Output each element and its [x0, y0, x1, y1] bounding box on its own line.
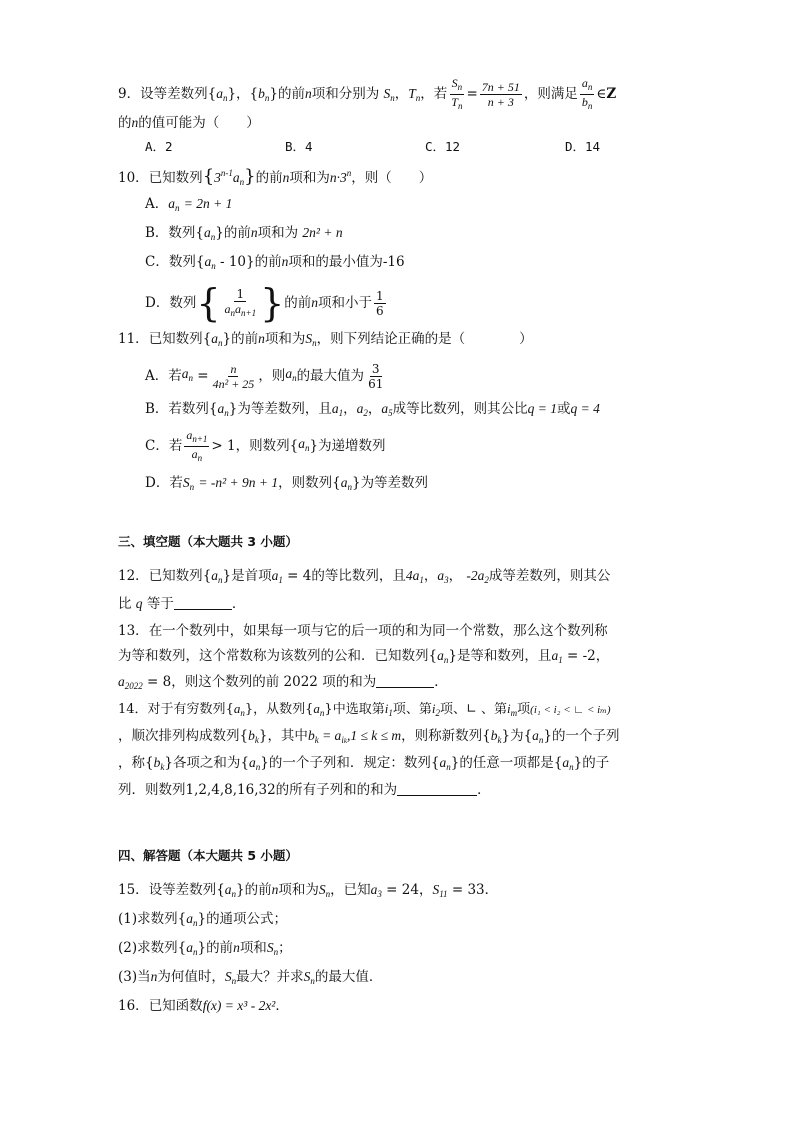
frac-den: 61 [368, 376, 384, 391]
text: ，已知 [330, 882, 371, 898]
math-seq-b: $\{b_n\}$ [249, 86, 278, 103]
frac-den: 6 [376, 303, 384, 318]
math-seq-a: $\{a_n\}$ [207, 86, 237, 103]
question-15-part-2: (2)求数列$\{a_n\}$的前n项和$S_n$； [118, 940, 292, 957]
math-S: $S_n$ [383, 86, 395, 103]
question-14-line-4 [118, 781, 491, 799]
text: 的一个子列 [552, 728, 620, 744]
math-expr: (i₁ < i₂ < ∟ < iₘ) [530, 704, 611, 716]
question-12-line-1: 12．已知数列$\{a_n\}$是首项$a_1 = 4$的等比数列，且$4a_1$，$a_3$， $-2a_2$成等差数列，则其公 [118, 568, 611, 585]
math-expr: ,1 ≤ k ≤ m [346, 728, 402, 743]
text: 的最大值为 [296, 368, 365, 384]
question-number: 10． [118, 170, 149, 186]
text: 为递增数列 [318, 438, 386, 454]
text: 项和为 [257, 225, 299, 241]
option-c[interactable]: C．12 [425, 139, 461, 154]
option-label: D．数列 [145, 295, 197, 311]
question-9-line-2 [118, 114, 260, 132]
math-expr: = 24 [386, 882, 419, 898]
text: ； [278, 940, 292, 956]
question-14-line-3: ，称$\{b_k\}$各项之和为$\{a_n\}$的一个子列和．规定：数列$\{a_n\}$的任意一项都是$\{a_n\}$的子 [118, 755, 610, 772]
text: 设等差数列 [148, 882, 217, 898]
text: 的等比数列，且 [311, 568, 406, 584]
frac-den: 4n² + 25 [212, 376, 255, 391]
text: 已知数列 [148, 568, 203, 584]
text: (1)求数列 [118, 911, 178, 927]
text: 列．则数列 [118, 782, 186, 798]
fraction-a-over-b: $\frac{a_n}{b_n}$ [581, 76, 593, 111]
fraction-ratio: $\frac{a_{n+1}}{a_n}$ [186, 427, 208, 463]
text: ，则满足 [523, 86, 578, 102]
question-15-part-1: (1)求数列$\{a_n\}$的通项公式； [118, 911, 288, 928]
math-value: -16 [382, 254, 405, 270]
text: 成等差数列，则其公 [488, 568, 611, 584]
question-number: 15． [118, 882, 149, 898]
text: ，称 [118, 755, 145, 771]
text: (3)当 [118, 969, 151, 985]
text: ， [595, 648, 610, 664]
text: = [197, 368, 209, 384]
text: ， [343, 401, 357, 417]
option-label: A．若 [145, 368, 182, 384]
answer-blank[interactable] [397, 781, 477, 796]
text: ，其中 [267, 728, 308, 744]
math-expr: q = 1 [527, 401, 557, 416]
question-number: 9． [118, 86, 141, 102]
question-13-line-2: 为等和数列，这个常数称为该数列的公和．已知数列$\{a_n\}$是等和数列，且$a_1 = -2$， [118, 648, 610, 665]
text: 的任意一项都是 [459, 755, 554, 771]
text: ，从数列 [253, 702, 306, 717]
question-15-line-1: 15．设等差数列$\{a_n\}$的前n项和为$S_n$，已知$a_3 = 24$，$S_{11} = 33$． [118, 882, 499, 899]
question-11-line-1: 11．已知数列$\{a_n\}$的前n项和为$S_n$，则下列结论正确的是（ ） [118, 331, 533, 348]
text: 的子 [582, 755, 610, 771]
text: 的通项公式； [206, 911, 288, 927]
question-10-option-b[interactable]: B．数列$\{a_n\}$的前n项和为 2n² + n [145, 225, 343, 242]
math-expr: = 4 [287, 568, 312, 584]
math-n: n [304, 86, 312, 101]
text: 为 [510, 728, 524, 744]
text: 的前 [206, 940, 234, 956]
question-16-line-1 [118, 997, 289, 1015]
math-expr: > 1 [211, 438, 236, 454]
question-9-line-1: 9．设等差数列$\{a_n\}$，$\{b_n\}$的前n项和分别为 $S_n$，$T_n$，若 $\frac{S_n}{T_n}$ = $\frac{7n + 51}{n + 3}$ ，则满足 $\frac{a_n}{b_n}$ ∈Z [118, 76, 617, 111]
text: ， [423, 568, 438, 584]
question-number: 11． [118, 331, 149, 347]
text: 的前 [284, 295, 312, 311]
frac-num: 1 [376, 288, 384, 303]
text: 比 [118, 596, 132, 612]
text: 项和小于 [318, 295, 373, 311]
text: ，则（ ） [351, 170, 433, 186]
answer-blank[interactable] [174, 595, 232, 610]
text: ． [275, 998, 289, 1014]
text: 项 [517, 702, 531, 717]
text: 设等差数列 [140, 86, 208, 102]
text: 的一个子列和．规定：数列 [268, 755, 431, 771]
question-11-option-c[interactable]: C．若 $\frac{a_{n+1}}{a_n}$ > 1 ，则数列 { $a_n$ } 为递增数列 [145, 427, 386, 463]
text: 的前 [223, 225, 251, 241]
text: ∈ [596, 86, 607, 102]
text: ， [367, 401, 382, 417]
fraction-n-over [211, 362, 257, 391]
question-14-line-1: 14．对于有穷数列$\{a_n\}$，从数列$\{a_n\}$中选取第$i_1$项、第$i_2$项、∟ 、第$i_m$项(i₁ < i₂ < ∟ < iₘ) [118, 701, 611, 718]
fraction-reciprocal: $\frac{1}{a_na_{n+1}}$ [224, 286, 257, 318]
text: 项、∟ 、第 [439, 702, 508, 717]
text: ， [418, 882, 433, 898]
math-expr: q = 4 [570, 401, 600, 416]
text: ，则 [258, 368, 286, 384]
text: 项和为 [289, 170, 330, 186]
frac-num: 7n + 51 [481, 80, 520, 94]
option-b[interactable]: B．4 [285, 139, 313, 154]
text: 的前 [231, 331, 259, 347]
question-13-line-1 [118, 622, 608, 640]
text: 等于 [146, 596, 174, 612]
math-expr: = 2n + 1 [183, 196, 233, 211]
question-number: 12． [118, 568, 149, 584]
text: 或 [556, 401, 571, 417]
option-label: B．数列 [145, 225, 196, 241]
text: ， [394, 86, 409, 102]
option-label: C．数列 [145, 254, 196, 270]
question-10-option-c[interactable]: C．数列$\{a_n - 10\}$的前n项和的最小值为-16 [145, 254, 405, 271]
frac-den: n + 3 [487, 95, 514, 109]
text: 项和分别为 [311, 86, 380, 102]
question-11-option-a[interactable]: A．若 $a_n$ = $\frac{n}{\text{4n² + 25}}$ ，则 $a_n$ 的最大值为 $\frac{3}{61}$ [145, 361, 384, 391]
text: 是等和数列，且 [456, 648, 552, 664]
question-15-part-3: (3)当n为何值时，$S_n$最大？并求$S_n$的最大值． [118, 969, 383, 986]
option-a[interactable]: A．2 [145, 139, 173, 154]
text: ． [434, 674, 448, 690]
text: 中选取第 [332, 702, 385, 717]
text: ． [231, 596, 246, 612]
text: ，顺次排列构成数列 [118, 728, 240, 744]
math-expr: 1,2,4,8,16,32 [185, 782, 276, 798]
text: 项和为 [264, 331, 306, 347]
text: ． [477, 782, 491, 798]
text: ，则这个数列的前 2022 项的和为 [171, 674, 377, 690]
math-expr: = -n² + 9n + 1 [198, 475, 279, 490]
question-13-line-3: $a_{2022} = 8$，则这个数列的前 2022 项的和为 ． [118, 674, 448, 691]
text: ，则下列结论正确的是（ ） [316, 331, 533, 347]
text: 的所有子列和的和为 [275, 782, 398, 798]
math-expr: 4a [405, 568, 420, 583]
frac-num: n [230, 361, 237, 376]
text: 为等差数列 [360, 475, 429, 491]
text: 在一个数列中，如果每一项与它的后一项的和为同一个常数，那么这个数列称 [148, 623, 608, 639]
section-heading-fill-in: 三、填空题（本大题共 3 小题） [118, 534, 298, 549]
text: 的前 [254, 254, 282, 270]
math-expr: 2n² + n [302, 225, 343, 240]
text: 项、第 [392, 702, 432, 717]
text: 为何值时， [157, 969, 225, 985]
text: 对于有穷数列 [147, 702, 226, 717]
question-10-option-a[interactable]: A．$a_n = 2n + 1$ [145, 196, 233, 213]
frac-num: 3 [371, 361, 380, 376]
text: 各项之和为 [172, 755, 241, 771]
option-label: B．若数列 [145, 401, 209, 417]
option-label: A． [145, 196, 169, 212]
fraction-one-sixth [374, 289, 386, 318]
text: 为等差数列，且 [237, 401, 332, 417]
text: 已知函数 [148, 998, 203, 1014]
text: (2)求数列 [118, 940, 178, 956]
text: 的前 [277, 86, 305, 102]
math-T: $T_n$ [408, 86, 421, 103]
text: 是首项 [231, 568, 272, 584]
question-11-option-d[interactable]: D．若$S_n = -n^2 + 9n + 1$，则数列$\{a_n\}$为等差数列 [145, 475, 429, 492]
question-11-option-b[interactable]: B．若数列$\{a_n\}$为等差数列，且$a_1$，$a_2$，$a_5$成等比数列，则其公比q = 1或q = 4 [145, 401, 600, 418]
text: 项和 [239, 940, 267, 956]
text: 的值可能为（ ） [138, 115, 260, 131]
text: 项和为 [278, 882, 319, 898]
fraction-7n51 [480, 80, 522, 109]
text: 成等比数列，则其公比 [392, 401, 528, 417]
math-n: n [131, 115, 139, 130]
text: 最大？并求 [236, 969, 304, 985]
question-number: 13． [118, 623, 149, 639]
section-heading-solve: 四、解答题（本大题共 5 小题） [118, 848, 298, 863]
math-expr: = 33． [451, 882, 499, 898]
text: 的前 [244, 882, 272, 898]
question-number: 16． [118, 998, 149, 1014]
question-10-option-d[interactable]: D．数列 { $\frac{1}{a_na_{n+1}}$ } 的前 n 项和小于 $\frac{1}{6}$ [145, 281, 384, 325]
question-10-line-1: 10．已知数列$\{3^{n-1}a_n\}$的前n项和为$n\cdot 3^n$，则（ ） [118, 166, 433, 187]
question-12-line-2: 比 q 等于 ． [118, 596, 246, 612]
text: ，若 [420, 86, 448, 102]
text: ， [236, 86, 250, 102]
math-expr: f(x) = x³ - 2x² [202, 998, 276, 1013]
text: 已知数列 [148, 170, 203, 186]
option-label: C．若 [145, 438, 183, 454]
math-seq-3a: { [202, 166, 215, 187]
text: 的前 [255, 170, 283, 186]
text: ，则数列 [235, 438, 290, 454]
text: 已知数列 [148, 331, 203, 347]
math-n3n: $n\cdot 3^n$ [329, 168, 352, 185]
question-9-options [145, 138, 705, 156]
set-Z: Z [606, 86, 617, 102]
question-14-line-2: ，顺次排列构成数列$\{b_k\}$，其中$b_k = a_{ik},1 \le k \le m$，则称新数列$\{b_k\}$为$\{a_n\}$的一个子列 [118, 728, 620, 745]
option-label: D．若 [145, 475, 183, 491]
text: ， [448, 568, 463, 584]
question-number: 14． [118, 702, 148, 717]
math-expr: = 8 [147, 674, 172, 690]
fraction-3-61 [366, 362, 385, 391]
text: 的 [118, 115, 132, 131]
answer-blank[interactable] [376, 673, 434, 688]
text: 为等和数列，这个常数称为该数列的公和．已知数列 [118, 648, 429, 664]
math-expr: - 10 [219, 254, 247, 270]
math-expr: -2a [466, 568, 485, 583]
text: 的最大值． [314, 969, 383, 985]
text: ，则数列 [278, 475, 333, 491]
fraction-S-over-T: $\frac{S_n}{T_n}$ [451, 76, 463, 111]
text: ，则称新数列 [401, 728, 483, 744]
text: 项和的最小值为 [288, 254, 383, 270]
option-d[interactable]: D．14 [565, 139, 601, 154]
math-expr: = -2 [566, 648, 596, 664]
